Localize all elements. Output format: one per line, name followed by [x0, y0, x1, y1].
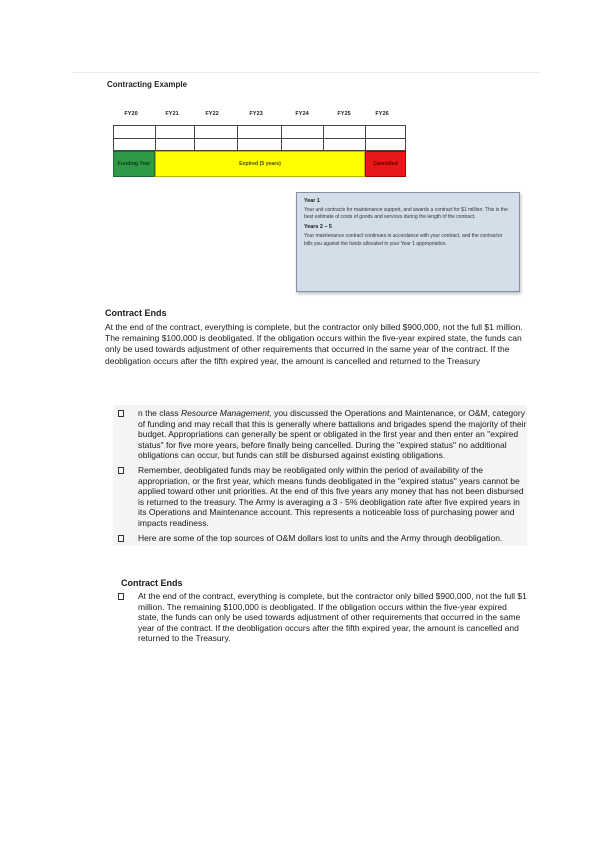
checkbox-bullet-icon: [118, 410, 124, 417]
timeline-tick: [323, 125, 324, 151]
timeline-tick: [155, 125, 156, 151]
timeline-tick: [194, 125, 195, 151]
bullet-list: [113, 405, 527, 546]
list-item: [113, 533, 527, 544]
list-item: [113, 465, 527, 529]
funding-year-bar: [113, 151, 155, 177]
cancelled-label: Cancelled: [373, 160, 398, 167]
timeline-tick: [237, 125, 238, 151]
cancelled-bar: [365, 151, 406, 177]
fy-label: FY23: [249, 111, 263, 117]
fy-label: FY24: [295, 111, 309, 117]
list-item: [113, 591, 527, 644]
expired-bar: [155, 151, 365, 177]
header-rule: [72, 72, 540, 73]
checkbox-bullet-icon: [118, 535, 124, 542]
section-heading: Contract Ends: [105, 308, 167, 318]
funding-year-label: Funding Year: [117, 160, 151, 167]
section-paragraph: At the end of the contract, everything is complete, but the contractor only billed $900,000, not the full $1 million. The remaining $100,000 is deobligated. If the obligation occurs within the five-year expired state, the funds can only be used towards adjustment of other requirements that occurred in the same year of the contract. If the deobligation occurs after the fifth expired year, the amount is cancelled and returned to the Treasury: [105, 322, 523, 366]
fy-label: FY25: [337, 111, 351, 117]
fy-label: FY22: [205, 111, 219, 117]
timeline-tick: [281, 125, 282, 151]
callout-years-heading: Years 2 – 5: [304, 224, 332, 231]
bullet-text: you discussed the Operations and Maintenance, or O&M, category of funding and may recall that this is generally where battalions and brigades spend the majority of their budget. Appropriations can generally be spent or obligated in the first year and then enter an "expired status" for five more years, before finally being cancelled. During the "expired status" no additional obligations can occur, but funds can still be disbursed against existing obligations.: [138, 408, 527, 461]
checkbox-bullet-icon: [118, 467, 124, 474]
fy-label: FY21: [165, 111, 179, 117]
list-item: [113, 408, 527, 461]
checkbox-bullet-icon: [118, 593, 124, 600]
bullet-text: n the class: [138, 408, 181, 418]
bullet-text: Here are some of the top sources of O&M dollars lost to units and the Army through deobligation.: [138, 532, 503, 543]
timeline-midline: [113, 138, 406, 139]
course-title: Resource Management,: [181, 408, 272, 418]
fy-label: FY26: [375, 111, 389, 117]
callout-years-text: Your maintenance contract continues in accordance with your contract, and the contractor bills you against the funds allocated in your Year 1 appropriation.: [304, 233, 503, 247]
bullet-text: Remember, deobligated funds may be reobligated only within the period of availability of the appropriation, or the first year, which means funds deobligated in the "expired status" years cannot be applied toward other unit priorities. At the end of this five years any money that has not been disbursed is returned to the treasury. The Army is averaging a 3 - 5% deobligation rate after five expired years in its Operations and Maintenance account. This represents a noticeable loss of purchasing power and impacts readiness.: [138, 464, 524, 528]
callout-year1-heading: Year 1: [304, 198, 320, 204]
section-heading: Contract Ends: [121, 578, 183, 588]
figure-title: Contracting Example: [107, 80, 188, 89]
bullet-text: At the end of the contract, everything is complete, but the contractor only billed $900,000, not the full $1 million. The remaining $100,000 is deobligated. If the obligation occurs within the five-year expired state, the funds can only be used towards adjustment of other requirements that occurred in the same year of the contract. If the deobligation occurs after the fifth expired year, the amount is cancelled and returned to the Treasury.: [138, 591, 527, 644]
contract-callout: [296, 192, 520, 292]
bullet-list: [113, 591, 527, 644]
expired-label: Expired (5 years): [239, 160, 281, 167]
callout-year1-text: Your unit contracts for maintenance support, and awards a contract for $1 million. This is the best estimate of costs of goods and services during the length of the contract.: [304, 207, 508, 221]
timeline-tick: [365, 125, 366, 151]
fy-label: FY20: [124, 111, 138, 117]
